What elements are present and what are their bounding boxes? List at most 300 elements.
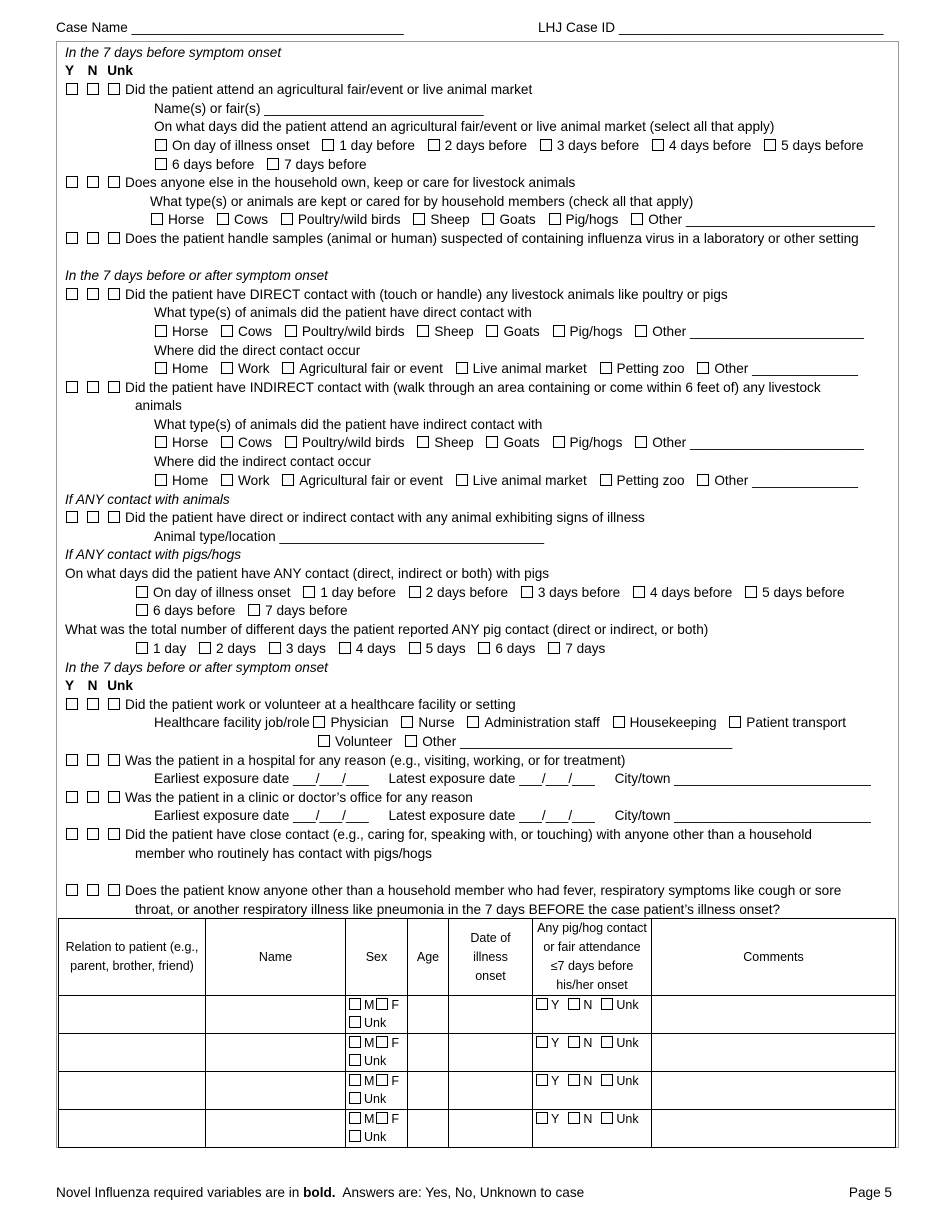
indirect-zoo-label: Petting zoo [616, 473, 685, 488]
hh-horse-checkbox[interactable] [151, 213, 163, 225]
pig-contact-cell [533, 1034, 652, 1072]
pig-contact-cell [533, 1110, 652, 1148]
fair-no-checkbox[interactable] [87, 83, 99, 95]
samples-question-text: Does the patient handle samples (animal or human) suspected of containing influenza virus in a laboratory or other setting [125, 231, 859, 246]
close-no-checkbox[interactable] [87, 828, 99, 840]
page-footer [56, 1185, 896, 1203]
sex-m-checkbox[interactable] [349, 1036, 361, 1048]
indirect-question-text: Did the patient have INDIRECT contact with (walk through an area containing or come within 6 feet of) any livestock [125, 380, 821, 395]
case-name-field[interactable]: ____________________________________ [131, 20, 404, 35]
pig-y-label: Y [551, 1036, 560, 1050]
pig-n-checkbox[interactable] [568, 998, 580, 1010]
indirect-types-question: What type(s) of animals did the patient have indirect contact with [154, 417, 543, 432]
onset-date-cell[interactable] [449, 1110, 533, 1148]
no-col-label: N [87, 63, 98, 78]
close-yes-checkbox[interactable] [66, 828, 78, 840]
direct-place-other-checkbox[interactable] [697, 362, 709, 374]
pig-day-3-label: 3 days before [537, 585, 621, 600]
sex-cell [346, 1034, 408, 1072]
age-cell[interactable] [408, 996, 449, 1034]
pig-day-4-checkbox[interactable] [633, 586, 645, 598]
sex-unk-label: Unk [364, 1054, 387, 1068]
direct-sheep-label: Sheep [434, 324, 474, 339]
fair-day-2-checkbox[interactable] [428, 139, 440, 151]
pig-day-0-label: On day of illness onset [153, 585, 291, 600]
pig-header-line1: Any pig/hog contact [537, 921, 647, 935]
indirect-other-label: Other [652, 435, 687, 450]
pig-header-line2: or fair attendance [543, 940, 641, 954]
pig-day-7-checkbox[interactable] [248, 604, 260, 616]
hospital-yes-checkbox[interactable] [66, 754, 78, 766]
pig-total-question: What was the total number of different days the patient reported ANY pig contact (direct or indirect, or both) [65, 622, 709, 637]
direct-where-question: Where did the direct contact occur [154, 343, 361, 358]
clinic-city-field[interactable]: __________________________ [674, 808, 871, 823]
hh-poultry-label: Poultry/wild birds [297, 212, 401, 227]
sex-f-checkbox[interactable] [376, 1112, 388, 1124]
pig-day-2-label: 2 days before [425, 585, 509, 600]
pig-unk-label: Unk [616, 1036, 639, 1050]
clinic-city-label: City/town [614, 808, 671, 823]
know-unk-checkbox[interactable] [108, 884, 120, 896]
direct-question-text: Did the patient have DIRECT contact with (touch or handle) any livestock animals like poultry or pigs [125, 287, 728, 302]
footer-text-1: Novel Influenza required variables are in [56, 1185, 300, 1200]
hh-other-checkbox[interactable] [631, 213, 643, 225]
samples-unk-checkbox[interactable] [108, 232, 120, 244]
indirect-goats-checkbox[interactable] [486, 436, 498, 448]
direct-pigs-checkbox[interactable] [553, 325, 565, 337]
direct-horse-label: Horse [172, 324, 209, 339]
direct-unk-checkbox[interactable] [108, 288, 120, 300]
onset-date-cell[interactable] [449, 1072, 533, 1110]
pig-n-label: N [583, 1074, 593, 1088]
direct-work-checkbox[interactable] [221, 362, 233, 374]
table-row [59, 996, 896, 1034]
question-samples [66, 230, 859, 248]
hh-pigs-checkbox[interactable] [549, 213, 561, 225]
total-6-label: 6 days [495, 641, 536, 656]
job-admin-checkbox[interactable] [467, 716, 479, 728]
question-household [66, 174, 575, 192]
sex-m-label: M [364, 998, 375, 1012]
healthcare-unk-checkbox[interactable] [108, 698, 120, 710]
job-row2 [318, 733, 732, 751]
sex-unk-checkbox[interactable] [349, 1092, 361, 1104]
pig-unk-label: Unk [616, 1074, 639, 1088]
direct-places-row [155, 360, 858, 378]
hospital-latest-field[interactable]: ___/___/___ [519, 771, 595, 786]
pig-contact-header [533, 919, 652, 996]
table-row [59, 1072, 896, 1110]
direct-poultry-checkbox[interactable] [285, 325, 297, 337]
pig-y-label: Y [551, 1112, 560, 1126]
direct-yes-checkbox[interactable] [66, 288, 78, 300]
name-header: Name [206, 919, 346, 996]
pig-days-question: On what days did the patient have ANY contact (direct, indirect or both) with pigs [65, 566, 550, 581]
ill-animal-yes-checkbox[interactable] [66, 511, 78, 523]
indirect-sheep-checkbox[interactable] [417, 436, 429, 448]
direct-animals-row [155, 323, 864, 341]
total-5-label: 5 days [425, 641, 466, 656]
animal-type-row [154, 528, 544, 546]
job-row1 [154, 714, 846, 732]
household-yes-checkbox[interactable] [66, 176, 78, 188]
pig-header-line4: his/her onset [556, 978, 628, 992]
pig-day-7-label: 7 days before [265, 603, 348, 618]
indirect-zoo-checkbox[interactable] [600, 474, 612, 486]
ynu-header [65, 62, 133, 80]
household-animals-row [151, 211, 875, 229]
hospital-no-checkbox[interactable] [87, 754, 99, 766]
sex-unk-checkbox[interactable] [349, 1016, 361, 1028]
know-question-text: Does the patient know anyone other than a household member who had fever, respiratory symptoms like cough or sore [125, 883, 842, 898]
total-1-label: 1 day [153, 641, 187, 656]
no-col-label-2: N [87, 678, 98, 693]
direct-other-field[interactable]: _______________________ [689, 324, 864, 339]
pig-day-5-label: 5 days before [762, 585, 845, 600]
pig-n-checkbox[interactable] [568, 1036, 580, 1048]
direct-other-checkbox[interactable] [635, 325, 647, 337]
job-physician-checkbox[interactable] [313, 716, 325, 728]
healthcare-no-checkbox[interactable] [87, 698, 99, 710]
fair-day-3-checkbox[interactable] [540, 139, 552, 151]
fair-names-label: Name(s) or fair(s) [154, 101, 261, 116]
healthcare-question-text: Did the patient work or volunteer at a healthcare facility or setting [125, 697, 516, 712]
indirect-unk-checkbox[interactable] [108, 381, 120, 393]
fair-day-6-checkbox[interactable] [155, 158, 167, 170]
indirect-horse-checkbox[interactable] [155, 436, 167, 448]
direct-goats-label: Goats [503, 324, 540, 339]
fair-yes-checkbox[interactable] [66, 83, 78, 95]
comments-header: Comments [652, 919, 896, 996]
hh-sheep-checkbox[interactable] [413, 213, 425, 225]
direct-zoo-label: Petting zoo [616, 361, 685, 376]
sex-m-checkbox[interactable] [349, 998, 361, 1010]
sex-m-checkbox[interactable] [349, 1112, 361, 1124]
ill-animal-question-text: Did the patient have direct or indirect contact with any animal exhibiting signs of illness [125, 510, 645, 525]
indirect-place-other-label: Other [714, 473, 749, 488]
sex-unk-checkbox[interactable] [349, 1130, 361, 1142]
direct-poultry-label: Poultry/wild birds [301, 324, 405, 339]
ill-animal-no-checkbox[interactable] [87, 511, 99, 523]
total-6-checkbox[interactable] [478, 642, 490, 654]
sex-unk-label: Unk [364, 1130, 387, 1144]
sex-m-label: M [364, 1112, 375, 1126]
comments-cell[interactable] [652, 1034, 896, 1072]
fair-question-text: Did the patient attend an agricultural fair/event or live animal market [125, 82, 533, 97]
name-cell[interactable] [206, 1110, 346, 1148]
household-no-checkbox[interactable] [87, 176, 99, 188]
pig-unk-checkbox[interactable] [601, 998, 613, 1010]
total-1-checkbox[interactable] [136, 642, 148, 654]
comments-cell[interactable] [652, 1110, 896, 1148]
indirect-sheep-label: Sheep [434, 435, 474, 450]
indirect-place-other-field[interactable]: ______________ [752, 473, 858, 488]
direct-agfair-label: Agricultural fair or event [299, 361, 443, 376]
yes-col-label-2: Y [65, 678, 74, 693]
hospital-earliest-field[interactable]: ___/___/___ [293, 771, 369, 786]
onset-date-cell[interactable] [449, 1034, 533, 1072]
pig-y-checkbox[interactable] [536, 1074, 548, 1086]
footer-text-2: Answers are: Yes, No, Unknown to case [342, 1185, 585, 1200]
direct-work-label: Work [238, 361, 270, 376]
relation-header [59, 919, 206, 996]
unk-col-label-2: Unk [107, 678, 133, 693]
clinic-latest-field[interactable]: ___/___/___ [519, 808, 595, 823]
direct-types-question: What type(s) of animals did the patient have direct contact with [154, 305, 532, 320]
hospital-earliest-label: Earliest exposure date [154, 771, 290, 786]
sex-m-checkbox[interactable] [349, 1074, 361, 1086]
unk-col-label: Unk [107, 63, 133, 78]
fair-day-1-checkbox[interactable] [322, 139, 334, 151]
sex-unk-checkbox[interactable] [349, 1054, 361, 1066]
direct-home-label: Home [172, 361, 209, 376]
job-housekeeping-label: Housekeeping [629, 715, 717, 730]
pig-day-2-checkbox[interactable] [409, 586, 421, 598]
footer-bold-text: bold. [303, 1185, 336, 1200]
indirect-yes-checkbox[interactable] [66, 381, 78, 393]
case-name-label: Case Name [56, 20, 128, 35]
comments-cell[interactable] [652, 996, 896, 1034]
pig-y-checkbox[interactable] [536, 1036, 548, 1048]
relation-cell[interactable] [59, 1034, 206, 1072]
age-cell[interactable] [408, 1072, 449, 1110]
pig-day-6-label: 6 days before [153, 603, 236, 618]
indirect-pigs-label: Pig/hogs [569, 435, 623, 450]
name-cell[interactable] [206, 996, 346, 1034]
total-3-checkbox[interactable] [269, 642, 281, 654]
sex-f-label: F [391, 998, 400, 1012]
pig-header-line3: ≤7 days before [550, 959, 634, 973]
household-unk-checkbox[interactable] [108, 176, 120, 188]
direct-other-label: Other [652, 324, 687, 339]
direct-no-checkbox[interactable] [87, 288, 99, 300]
fair-day-6-label: 6 days before [172, 157, 255, 172]
indirect-market-checkbox[interactable] [456, 474, 468, 486]
indirect-poultry-checkbox[interactable] [285, 436, 297, 448]
indirect-market-label: Live animal market [472, 473, 587, 488]
indirect-goats-label: Goats [503, 435, 540, 450]
fair-day-4-label: 4 days before [668, 138, 752, 153]
indirect-places-row [155, 472, 858, 490]
job-nurse-checkbox[interactable] [401, 716, 413, 728]
total-7-checkbox[interactable] [548, 642, 560, 654]
know-question-text-cont: throat, or another respiratory illness like pneumonia in the 7 days BEFORE the case patient’s illness onset? [135, 902, 781, 917]
pig-unk-checkbox[interactable] [601, 1112, 613, 1124]
indirect-home-label: Home [172, 473, 209, 488]
direct-zoo-checkbox[interactable] [600, 362, 612, 374]
question-indirect [66, 379, 821, 397]
hospital-dates-row [154, 770, 871, 788]
hh-goats-checkbox[interactable] [482, 213, 494, 225]
indirect-agfair-checkbox[interactable] [282, 474, 294, 486]
direct-market-checkbox[interactable] [456, 362, 468, 374]
lhj-case-id-field[interactable]: ___________________________________ [618, 20, 884, 35]
samples-yes-checkbox[interactable] [66, 232, 78, 244]
clinic-no-checkbox[interactable] [87, 791, 99, 803]
total-5-checkbox[interactable] [409, 642, 421, 654]
page-number: Page 5 [848, 1185, 892, 1200]
indirect-question-text-cont: animals [135, 398, 182, 413]
close-question-text: Did the patient have close contact (e.g., caring for, speaking with, or touching) with anyone other than a household [125, 827, 812, 842]
ill-animal-unk-checkbox[interactable] [108, 511, 120, 523]
section-heading-before-after-onset: In the 7 days before or after symptom onset [65, 268, 328, 283]
indirect-work-checkbox[interactable] [221, 474, 233, 486]
relation-cell[interactable] [59, 996, 206, 1034]
clinic-earliest-label: Earliest exposure date [154, 808, 290, 823]
pig-n-label: N [583, 1036, 593, 1050]
close-question-text-cont: member who routinely has contact with pigs/hogs [135, 846, 432, 861]
pig-y-checkbox[interactable] [536, 1112, 548, 1124]
fair-days-row2 [155, 156, 367, 174]
job-other-label: Other [422, 734, 457, 749]
job-transport-checkbox[interactable] [729, 716, 741, 728]
sex-unk-label: Unk [364, 1092, 387, 1106]
indirect-home-checkbox[interactable] [155, 474, 167, 486]
comments-cell[interactable] [652, 1072, 896, 1110]
fair-day-3-label: 3 days before [556, 138, 640, 153]
direct-place-other-field[interactable]: ______________ [752, 361, 858, 376]
section-heading-any-pig-contact: If ANY contact with pigs/hogs [65, 547, 242, 562]
sex-f-label: F [391, 1074, 400, 1088]
indirect-place-other-checkbox[interactable] [697, 474, 709, 486]
clinic-unk-checkbox[interactable] [108, 791, 120, 803]
fair-names-field[interactable]: _____________________________ [264, 101, 484, 116]
table-row [59, 1034, 896, 1072]
indirect-pigs-checkbox[interactable] [553, 436, 565, 448]
clinic-question-text: Was the patient in a clinic or doctor’s office for any reason [125, 790, 473, 805]
sex-cell [346, 996, 408, 1034]
direct-sheep-checkbox[interactable] [417, 325, 429, 337]
direct-cows-label: Cows [238, 324, 273, 339]
direct-market-label: Live animal market [472, 361, 587, 376]
fair-day-5-checkbox[interactable] [764, 139, 776, 151]
age-cell[interactable] [408, 1110, 449, 1148]
clinic-yes-checkbox[interactable] [66, 791, 78, 803]
pig-day-0-checkbox[interactable] [136, 586, 148, 598]
job-housekeeping-checkbox[interactable] [613, 716, 625, 728]
sex-f-checkbox[interactable] [376, 1074, 388, 1086]
fair-unk-checkbox[interactable] [108, 83, 120, 95]
pig-day-5-checkbox[interactable] [745, 586, 757, 598]
fair-day-0-checkbox[interactable] [155, 139, 167, 151]
close-unk-checkbox[interactable] [108, 828, 120, 840]
fair-day-5-label: 5 days before [781, 138, 864, 153]
section-heading-before-onset: In the 7 days before symptom onset [65, 45, 282, 60]
job-other-checkbox[interactable] [405, 735, 417, 747]
hh-other-field[interactable]: _________________________ [685, 212, 875, 227]
age-header: Age [408, 919, 449, 996]
name-cell[interactable] [206, 1034, 346, 1072]
job-volunteer-checkbox[interactable] [318, 735, 330, 747]
household-question-text: Does anyone else in the household own, keep or care for livestock animals [125, 175, 576, 190]
healthcare-yes-checkbox[interactable] [66, 698, 78, 710]
indirect-other-field[interactable]: _______________________ [689, 435, 864, 450]
direct-goats-checkbox[interactable] [486, 325, 498, 337]
pig-day-1-checkbox[interactable] [303, 586, 315, 598]
indirect-other-checkbox[interactable] [635, 436, 647, 448]
pig-n-checkbox[interactable] [568, 1074, 580, 1086]
job-other-field[interactable]: ____________________________________ [460, 734, 733, 749]
job-volunteer-label: Volunteer [335, 734, 393, 749]
onset-date-cell[interactable] [449, 996, 533, 1034]
indirect-no-checkbox[interactable] [87, 381, 99, 393]
sex-f-checkbox[interactable] [376, 1036, 388, 1048]
fair-day-4-checkbox[interactable] [652, 139, 664, 151]
relation-cell[interactable] [59, 1110, 206, 1148]
animal-type-field[interactable]: ___________________________________ [279, 529, 545, 544]
pig-y-checkbox[interactable] [536, 998, 548, 1010]
direct-cows-checkbox[interactable] [221, 325, 233, 337]
direct-horse-checkbox[interactable] [155, 325, 167, 337]
total-4-checkbox[interactable] [339, 642, 351, 654]
relation-header-line2: parent, brother, friend) [70, 959, 194, 973]
section-heading-healthcare: In the 7 days before or after symptom onset [65, 660, 328, 675]
question-close-contact [66, 826, 812, 844]
fair-day-7-checkbox[interactable] [267, 158, 279, 170]
know-yes-checkbox[interactable] [66, 884, 78, 896]
name-cell[interactable] [206, 1072, 346, 1110]
sex-cell [346, 1072, 408, 1110]
pig-n-checkbox[interactable] [568, 1112, 580, 1124]
pig-unk-checkbox[interactable] [601, 1074, 613, 1086]
onset-date-header [449, 919, 533, 996]
job-label: Healthcare facility job/role [154, 715, 310, 730]
sex-f-checkbox[interactable] [376, 998, 388, 1010]
hospital-unk-checkbox[interactable] [108, 754, 120, 766]
onset-header-line1: Date of illness [470, 930, 511, 964]
hospital-city-label: City/town [614, 771, 671, 786]
pig-contact-cell [533, 1072, 652, 1110]
pig-unk-label: Unk [616, 998, 639, 1012]
indirect-cows-checkbox[interactable] [221, 436, 233, 448]
pig-day-3-checkbox[interactable] [521, 586, 533, 598]
total-4-label: 4 days [355, 641, 396, 656]
household-types-question: What type(s) or animals are kept or cared for by household members (check all that apply) [150, 194, 694, 209]
sex-f-label: F [391, 1036, 400, 1050]
section-heading-any-animal-contact: If ANY contact with animals [65, 492, 230, 507]
hh-cows-checkbox[interactable] [217, 213, 229, 225]
indirect-where-question: Where did the indirect contact occur [154, 454, 371, 469]
total-2-checkbox[interactable] [199, 642, 211, 654]
samples-no-checkbox[interactable] [87, 232, 99, 244]
direct-pigs-label: Pig/hogs [569, 324, 623, 339]
clinic-dates-row [154, 807, 871, 825]
hospital-city-field[interactable]: __________________________ [674, 771, 871, 786]
hh-pigs-label: Pig/hogs [565, 212, 619, 227]
question-clinic [66, 789, 473, 807]
hh-goats-label: Goats [499, 212, 536, 227]
total-7-label: 7 days [565, 641, 606, 656]
pig-unk-checkbox[interactable] [601, 1036, 613, 1048]
hh-poultry-checkbox[interactable] [281, 213, 293, 225]
direct-agfair-checkbox[interactable] [282, 362, 294, 374]
pig-day-4-label: 4 days before [649, 585, 733, 600]
pig-day-6-checkbox[interactable] [136, 604, 148, 616]
question-ill-animal [66, 509, 645, 527]
age-cell[interactable] [408, 1034, 449, 1072]
pig-total-row [136, 640, 605, 658]
direct-home-checkbox[interactable] [155, 362, 167, 374]
job-physician-label: Physician [330, 715, 389, 730]
clinic-latest-label: Latest exposure date [388, 808, 516, 823]
know-no-checkbox[interactable] [87, 884, 99, 896]
clinic-earliest-field[interactable]: ___/___/___ [293, 808, 369, 823]
total-2-label: 2 days [216, 641, 257, 656]
indirect-work-label: Work [238, 473, 270, 488]
relation-cell[interactable] [59, 1072, 206, 1110]
sex-unk-label: Unk [364, 1016, 387, 1030]
job-admin-label: Administration staff [484, 715, 600, 730]
